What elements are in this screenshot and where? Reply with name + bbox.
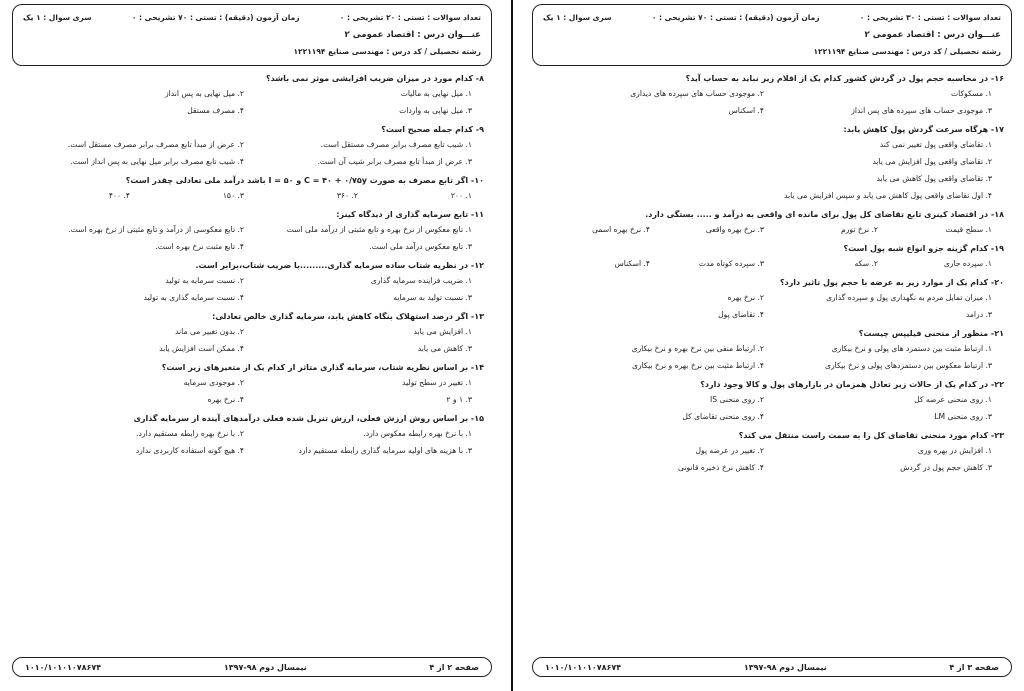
question-text: ۱۱- تابع سرمایه گذاری از دیدگاه کینز: (336, 210, 484, 219)
answer-option: ۲. سکه (854, 259, 878, 268)
answer-options (536, 89, 992, 115)
question-item (536, 329, 1004, 370)
exam-header (12, 4, 492, 66)
answer-option: ۳. موجودی حساب های سپرده های پس انداز (851, 106, 992, 115)
question-item (536, 380, 1004, 421)
answer-option: ۳. کاهش می یابد (417, 344, 472, 353)
exam-time: زمان آزمون (دقیقه) : تستی : ۷۰ تشریحی : ۰ (131, 13, 300, 22)
answer-option: ۲. تقاضای واقعی پول افزایش می یابد (872, 157, 992, 166)
question-item (16, 210, 484, 251)
answer-option: ۱. سپرده جاری (943, 259, 992, 268)
question-text: ۹- کدام جمله صحیح است؟ (381, 125, 484, 134)
term-label: نیمسال دوم ۹۸-۱۳۹۷ (743, 662, 827, 672)
question-count: تعداد سوالات : تستی : ۳۰ تشریحی : ۰ (859, 13, 1001, 22)
question-item (536, 278, 1004, 319)
question-text: ۱۷- هرگاه سرعت گردش پول کاهش یابد: (843, 125, 1004, 134)
answer-option: ۴. ارتباط مثبت بین نرخ بهره و نرخ بیکاری (631, 361, 764, 370)
answer-option: ۱. مسکوکات (951, 89, 992, 98)
answer-option: ۴. شیب تابع مصرف برابر میل نهایی به پس انداز است. (70, 157, 244, 166)
course-title: عنـــوان درس : اقتصاد عمومی ۲ (864, 30, 1001, 40)
answer-option: ۴. نسبت سرمایه گذاری به تولید (143, 293, 244, 302)
field-code: رشته تحصیلی / کد درس : مهندسی صنایع ۱۲۲۱۱۹۴ (813, 47, 1001, 56)
field-code: رشته تحصیلی / کد درس : مهندسی صنایع ۱۲۲۱۱۹۴ (293, 47, 481, 56)
answer-option: ۳. درامد (965, 310, 992, 319)
answer-option: ۱. با نرخ بهره رابطه معکوس دارد. (363, 429, 472, 438)
answer-option: ۴. نرخ بهره اسمی (592, 225, 650, 234)
answer-option: ۲. نرخ بهره (727, 293, 764, 302)
answer-option: ۴. تابع مثبت نرخ بهره است. (155, 242, 244, 251)
question-item (16, 125, 484, 166)
answer-options (16, 276, 472, 302)
question-list (536, 74, 1004, 482)
question-text: ۱۵- بر اساس روش ارزش فعلی، ارزش تنزیل شده فعلی درآمدهای آینده از سرمایه گذاری (133, 414, 484, 423)
answer-options (536, 344, 992, 370)
answer-option: ۲. عرض از مبدأ تابع مصرف برابر مصرف مستقل است. (67, 140, 244, 149)
exam-page-3 (522, 0, 1022, 691)
question-item (16, 261, 484, 302)
answer-option: ۳. با هزینه های اولیه سرمایه گذاری رابطه مستقیم دارد (298, 446, 472, 455)
answer-option: ۲. نسبت سرمایه به تولید (165, 276, 244, 285)
answer-options (536, 225, 992, 234)
question-item (16, 414, 484, 455)
answer-option: ۱. افزایش در بهره وری (917, 446, 992, 455)
question-series: سری سوال : ۱ یک (23, 13, 92, 22)
answer-option: ۱. روی منحنی عرضه کل (914, 395, 992, 404)
question-count: تعداد سوالات : تستی : ۲۰ تشریحی : ۰ (339, 13, 481, 22)
page-number: صفحه ۲ از ۴ (429, 662, 479, 672)
answer-option: ۳. کاهش حجم پول در گردش (900, 463, 992, 472)
exam-time: زمان آزمون (دقیقه) : تستی : ۷۰ تشریحی : ۰ (651, 13, 820, 22)
answer-option: ۴. مصرف مستقل (187, 106, 244, 115)
answer-option: ۳. نسبت تولید به سرمایه (393, 293, 472, 302)
answer-option: ۴. هیچ گونه استفاده کاربردی ندارد (135, 446, 244, 455)
answer-options (16, 327, 472, 353)
answer-option: ۳. سپرده کوتاه مدت (698, 259, 764, 268)
answer-option: ۱. ضریب فزاینده سرمایه گذاری (370, 276, 472, 285)
answer-option: ۳. تابع معکوس درآمد ملی است. (369, 242, 472, 251)
question-text: ۸- کدام مورد در میزان ضریب افزایشی موثر نمی باشد؟ (266, 74, 484, 83)
question-text: ۱۶- در محاسبه حجم پول در گردش کشور کدام یک از اقلام زیر نباید به حساب آید؟ (685, 74, 1004, 83)
exam-code: ۱۰۱۰/۱۰۱۰۱۰۷۸۶۷۴ (25, 662, 102, 672)
answer-option: ۴. تقاضای پول (718, 310, 764, 319)
answer-option: ۲. ارتباط منفی بین نرخ بهره و نرخ بیکاری (631, 344, 764, 353)
answer-option: ۲. تابع معکوسی از درآمد و تابع مثبتی از نرخ بهره است. (68, 225, 244, 234)
question-item (536, 431, 1004, 472)
answer-option: ۱. تقاضای واقعی پول تغییر نمی کند (879, 140, 992, 149)
answer-options (16, 225, 472, 251)
answer-option: ۲. بدون تغییر می ماند (175, 327, 244, 336)
answer-option: ۲. با نرخ بهره رابطه مستقیم دارد. (136, 429, 244, 438)
question-series: سری سوال : ۱ یک (543, 13, 612, 22)
answer-option: ۳. روی منحنی LM (934, 412, 992, 421)
answer-option: ۴. اسکناس (614, 259, 650, 268)
answer-option: ۱. شیب تابع مصرف برابر مصرف مستقل است. (320, 140, 472, 149)
answer-option: ۲. نرخ تورم (841, 225, 878, 234)
exam-code: ۱۰۱۰/۱۰۱۰۱۰۷۸۶۷۴ (545, 662, 622, 672)
question-text: ۱۰- اگر تابع مصرف به صورت C = ۴۰ + ۰/۷۵y و I = ۵۰ باشد درآمد ملی تعادلی چقدر است؟ (125, 176, 484, 185)
answer-option: ۱. افزایش می یابد (413, 327, 472, 336)
answer-option: ۲. موجودی سرمایه (183, 378, 244, 387)
answer-options (536, 395, 992, 421)
answer-options (16, 378, 472, 404)
question-text: ۱۲- در نظریه شتاب ساده سرمایه گذاری.........با ضریب شتاب،برابر است. (195, 261, 484, 270)
question-list (16, 74, 484, 465)
exam-footer (12, 657, 492, 677)
answer-option: ۲. میل نهایی به پس انداز (164, 89, 244, 98)
answer-options (536, 293, 992, 319)
answer-option: ۳. میل نهایی به واردات (399, 106, 472, 115)
answer-option: ۳. عرض از مبدأ تابع مصرف برابر شیب آن است. (317, 157, 472, 166)
page-divider (511, 0, 513, 691)
answer-option: ۳. ۱ و ۲ (446, 395, 472, 404)
question-text: ۱۹- کدام گزینه جزو انواع شبه پول است؟ (843, 244, 1004, 253)
answer-option: ۲. تغییر در عرضه پول (695, 446, 764, 455)
answer-option: ۱. میزان تمایل مردم به نگهداری پول و سپرده گذاری (826, 293, 992, 302)
question-item (16, 363, 484, 404)
answer-option: ۴. ۴۰۰ (108, 191, 130, 200)
answer-option: ۱. سطح قیمت (945, 225, 992, 234)
term-label: نیمسال دوم ۹۸-۱۳۹۷ (223, 662, 307, 672)
question-item (536, 125, 1004, 200)
exam-header (532, 4, 1012, 66)
answer-options (536, 259, 992, 268)
answer-option: ۴. ممکن است افزایش یابد (159, 344, 244, 353)
question-text: ۲۳- کدام مورد منحنی تقاضای کل را به سمت راست منتقل می کند؟ (738, 431, 1004, 440)
question-text: ۱۴- بر اساس نظریه شتاب، سرمایه گذاری متاثر از کدام یک از متغیرهای زیر است؟ (161, 363, 484, 372)
question-text: ۱۸- در اقتصاد کینزی تابع تقاضای کل پول برای مانده ای واقعی به درآمد و ..... بستگی دارد. (645, 210, 1004, 219)
answer-option: ۲. روی منحنی IS (710, 395, 764, 404)
answer-option: ۲. موجودی حساب های سپرده های دیداری (630, 89, 764, 98)
question-text: ۲۲- در کدام یک از حالات زیر تعادل همزمان در بازارهای پول و کالا وجود دارد؟ (700, 380, 1004, 389)
question-text: ۱۳- اگر درصد استهلاک بنگاه کاهش یابد، سرمایه گذاری خالص تعادلی: (212, 312, 484, 321)
question-item (16, 312, 484, 353)
answer-option: ۴. روی منحنی تقاضای کل (682, 412, 764, 421)
answer-option: ۱. میل نهایی به مالیات (400, 89, 472, 98)
answer-option: ۱. تغییر در سطح تولید (402, 378, 472, 387)
question-text: ۲۱- منظور از منحنی فیلیپس چیست؟ (858, 329, 1004, 338)
answer-options (16, 429, 472, 455)
question-item (536, 210, 1004, 234)
course-title: عنـــوان درس : اقتصاد عمومی ۲ (344, 30, 481, 40)
answer-options (16, 191, 472, 200)
answer-option: ۳. ۱۵۰ (222, 191, 244, 200)
answer-options (16, 89, 472, 115)
answer-option: ۳. نرخ بهره واقعی (705, 225, 764, 234)
question-item (16, 176, 484, 200)
answer-option: ۱. ۲۰۰ (450, 191, 472, 200)
answer-option: ۱. تابع معکوس از نرخ بهره و تابع مثبتی از درآمد ملی است (286, 225, 472, 234)
answer-option: ۲. ۳۶۰ (336, 191, 358, 200)
exam-page-2 (2, 0, 502, 691)
answer-options (536, 140, 992, 200)
answer-option: ۴. اسکناس (728, 106, 764, 115)
answer-option: ۴. نرخ بهره (207, 395, 244, 404)
question-item (536, 74, 1004, 115)
question-text: ۲۰- کدام یک از موارد زیر به عرضه با حجم پول تاثیر دارد؟ (779, 278, 1004, 287)
answer-options (16, 140, 472, 166)
answer-option: ۳. تقاضای واقعی پول کاهش می یابد (876, 174, 992, 183)
question-item (536, 244, 1004, 268)
answer-options (536, 446, 992, 472)
answer-option: ۱. ارتباط مثبت بین دستمزد های پولی و نرخ بیکاری (831, 344, 992, 353)
answer-option: ۴. کاهش نرخ ذخیره قانونی (678, 463, 764, 472)
exam-footer (532, 657, 1012, 677)
page-number: صفحه ۳ از ۴ (949, 662, 999, 672)
answer-option: ۳. ارتباط معکوس بین دستمزدهای پولی و نرخ بیکاری (825, 361, 992, 370)
answer-option: ۴. اول تقاضای واقعی پول کاهش می یابد و سپس افزایش می یابد (784, 191, 992, 200)
question-item (16, 74, 484, 115)
